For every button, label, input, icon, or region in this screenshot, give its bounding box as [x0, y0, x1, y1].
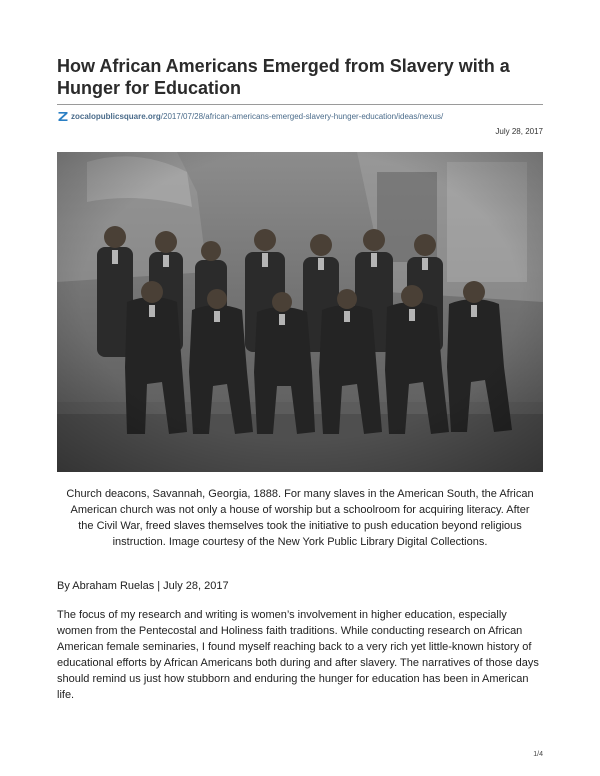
source-domain[interactable]: zocalopublicsquare.org — [71, 111, 161, 121]
source-path[interactable]: /2017/07/28/african-americans-emerged-slavery-hunger-education/ideas/nexus/ — [160, 111, 444, 121]
publish-date: July 28, 2017 — [495, 127, 543, 136]
byline: By Abraham Ruelas | July 28, 2017 — [57, 580, 229, 592]
photo-caption: Church deacons, Savannah, Georgia, 1888. For many slaves in the American South, the African American church was not only a house of worship but a schoolroom for acquiring literacy. After the Civil War, freed slaves themselves took the initiative to push education beyond religious instruction. Image courtesy of the New York Public Library Digital Collections. — [66, 488, 534, 548]
zocalo-z-icon — [57, 110, 69, 122]
body-paragraph: The focus of my research and writing is women’s involvement in higher education, especially women from the Pentecostal and Holiness faith traditions. While conducting research on African American female seminaries, I found myself reaching back to a very rich yet little-known history of educational efforts by African Americans both during and after slavery. The narratives of those days should remind us just how stubborn and enduring the hunger for education has been in American life. — [57, 609, 539, 701]
source-link[interactable] — [57, 109, 443, 123]
article-title: How African Americans Emerged from Slavery with a Hunger for Education — [57, 56, 510, 98]
page-number: 1/4 — [533, 751, 543, 758]
church-deacons-photo — [57, 152, 543, 472]
title-divider — [57, 104, 543, 105]
article-photo — [57, 152, 543, 472]
